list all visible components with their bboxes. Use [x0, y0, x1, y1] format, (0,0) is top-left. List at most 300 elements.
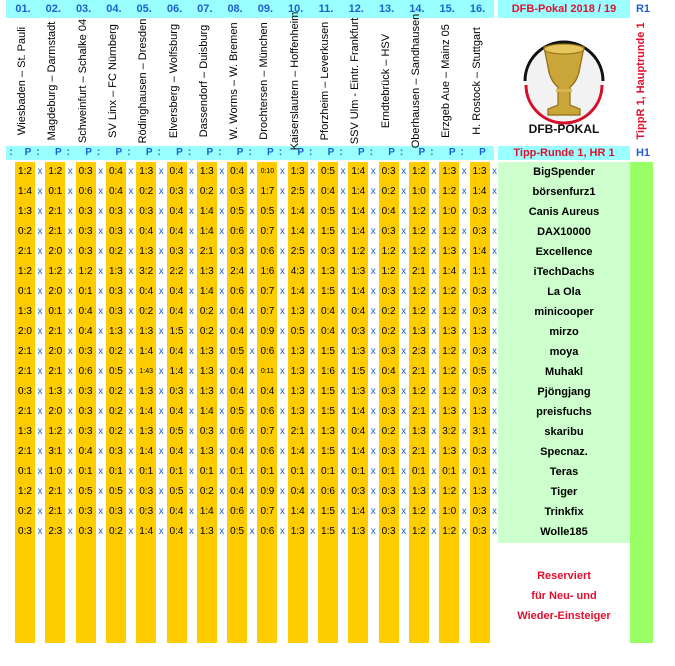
- x-mark: x: [370, 346, 376, 357]
- x-mark: x: [431, 346, 437, 357]
- match-column: [434, 19, 458, 143]
- separator-colon: :: [36, 147, 40, 158]
- x-mark: x: [431, 266, 437, 277]
- x-mark: x: [492, 186, 497, 197]
- tip-cell: 1:3: [290, 346, 305, 357]
- tip-cell: 1:3: [199, 346, 214, 357]
- tip-cell: 0:3: [381, 486, 396, 497]
- tip-cell: 0:5: [230, 526, 245, 537]
- tip-cell: 0:1: [199, 466, 214, 477]
- tip-cell: 0:3: [169, 186, 184, 197]
- tip-cell: 1:7: [260, 186, 275, 197]
- tip-cell: 2:0: [48, 246, 63, 257]
- tip-cell: 2:0: [48, 286, 63, 297]
- tip-cell: 1:3: [290, 166, 305, 177]
- match-column: [252, 19, 276, 143]
- x-mark: x: [249, 506, 255, 517]
- tip-cell: 1:4: [351, 166, 366, 177]
- x-mark: x: [370, 406, 376, 417]
- tip-cell: 1:3: [442, 166, 457, 177]
- x-mark: x: [340, 266, 346, 277]
- x-mark: x: [158, 406, 164, 417]
- match-column: [404, 13, 428, 149]
- x-mark: x: [128, 346, 134, 357]
- tip-cell: 0:4: [169, 306, 184, 317]
- x-mark: x: [461, 366, 467, 377]
- x-mark: x: [67, 526, 73, 537]
- tip-cell: 0:3: [78, 346, 93, 357]
- x-mark: x: [67, 226, 73, 237]
- match-name: SSV Ulm - Eintr. Frankfurt: [349, 17, 362, 145]
- tip-cell: 0:1: [18, 466, 32, 477]
- x-mark: x: [128, 326, 134, 337]
- x-mark: x: [189, 246, 194, 257]
- x-mark: x: [158, 226, 164, 237]
- tip-cell: 0:5: [169, 486, 184, 497]
- tip-cell: 1:3: [18, 306, 32, 317]
- round-vertical-label: TippR 1, Hauptrunde 1: [635, 22, 647, 140]
- x-mark: x: [492, 266, 497, 277]
- tip-cell: 0:4: [108, 166, 123, 177]
- tip-cell: 0:5: [290, 326, 305, 337]
- x-mark: x: [67, 326, 73, 337]
- x-mark: x: [249, 386, 255, 397]
- tip-cell: 0:2: [199, 306, 214, 317]
- tip-cell: 1:5: [321, 506, 335, 517]
- x-mark: x: [67, 266, 73, 277]
- tip-cell: 0:3: [230, 246, 245, 257]
- tip-cell: 0:5: [108, 486, 123, 497]
- x-mark: x: [67, 346, 73, 357]
- tip-cell: 0:2: [381, 426, 396, 437]
- tip-cell: 0:3: [472, 286, 487, 297]
- x-mark: x: [249, 526, 255, 537]
- tip-cell: 0:6: [230, 426, 245, 437]
- x-mark: x: [279, 186, 285, 197]
- separator-colon: :: [309, 147, 313, 158]
- x-mark: x: [37, 466, 43, 477]
- x-mark: x: [98, 526, 104, 537]
- x-mark: x: [401, 186, 407, 197]
- match-column: [131, 19, 155, 143]
- x-mark: x: [461, 186, 467, 197]
- x-mark: x: [401, 266, 407, 277]
- tip-cell: 0:7: [260, 426, 275, 437]
- x-mark: x: [340, 486, 346, 497]
- tip-cell: 1:6: [321, 366, 335, 377]
- player-name: Wolle185: [540, 526, 588, 538]
- tip-cell: 1:4: [351, 206, 366, 217]
- tip-cell: 0:3: [199, 426, 214, 437]
- tip-cell: 1:4: [199, 226, 214, 237]
- tip-cell: 0:3: [472, 346, 487, 357]
- x-mark: x: [189, 306, 194, 317]
- x-mark: x: [128, 266, 134, 277]
- x-mark: x: [158, 286, 164, 297]
- tip-cell: 0:5: [78, 486, 93, 497]
- separator-colon: :: [460, 147, 464, 158]
- tip-cell: 0:6: [260, 446, 275, 457]
- tip-cell: 1:3: [472, 166, 487, 177]
- tip-cell: 1:3: [290, 386, 305, 397]
- x-mark: x: [189, 466, 194, 477]
- x-mark: x: [370, 426, 376, 437]
- tip-cell: 1:4: [139, 406, 154, 417]
- x-mark: x: [158, 446, 164, 457]
- points-marker: P: [479, 147, 486, 158]
- tip-cell: 3:2: [139, 266, 154, 277]
- tip-cell: 1:2: [381, 266, 396, 277]
- x-mark: x: [219, 326, 225, 337]
- tip-cell: 0:4: [169, 446, 184, 457]
- match-number: 10.: [288, 3, 304, 15]
- tip-cell: 0:1: [78, 286, 93, 297]
- x-mark: x: [37, 426, 43, 437]
- tip-cell: 1:2: [18, 266, 32, 277]
- tip-cell: 1:2: [48, 426, 63, 437]
- x-mark: x: [189, 486, 194, 497]
- x-mark: x: [431, 426, 437, 437]
- x-mark: x: [189, 266, 194, 277]
- x-mark: x: [67, 246, 73, 257]
- match-column: [313, 19, 337, 143]
- x-mark: x: [310, 386, 316, 397]
- x-mark: x: [401, 246, 407, 257]
- player-name: Tiger: [550, 486, 578, 498]
- tip-cell: 0:3: [78, 506, 93, 517]
- points-marker: P: [145, 147, 153, 158]
- x-mark: x: [37, 346, 43, 357]
- x-mark: x: [340, 306, 346, 317]
- tip-cell: 1:2: [48, 266, 63, 277]
- match-name: Rödinghausen – Dresden: [137, 18, 150, 144]
- tip-cell: 0:3: [78, 226, 93, 237]
- x-mark: x: [219, 226, 225, 237]
- x-mark: x: [128, 366, 134, 377]
- x-mark: x: [310, 246, 316, 257]
- x-mark: x: [249, 166, 255, 177]
- x-mark: x: [370, 506, 376, 517]
- x-mark: x: [401, 366, 407, 377]
- tip-cell: 0:4: [321, 186, 335, 197]
- x-mark: x: [219, 486, 225, 497]
- x-mark: x: [431, 326, 437, 337]
- points-marker: P: [176, 147, 183, 158]
- tip-cell: 0:1: [351, 466, 366, 477]
- x-mark: x: [37, 166, 43, 177]
- tip-cell: 0:4: [381, 206, 396, 217]
- x-mark: x: [219, 446, 225, 457]
- tip-cell: 1:3: [290, 306, 305, 317]
- tip-cell: 0:3: [78, 426, 93, 437]
- tip-cell: 1:4: [290, 506, 305, 517]
- x-mark: x: [279, 466, 285, 477]
- tip-cell: 1:2: [442, 286, 457, 297]
- tip-cell: 1:3: [139, 246, 154, 257]
- tip-cell: 0:7: [260, 306, 275, 317]
- tip-cell: 0:4: [290, 486, 305, 497]
- match-name: H. Rostock – Stuttgart: [470, 27, 483, 135]
- player-name: La Ola: [547, 286, 581, 298]
- tip-cell: 0:6: [321, 486, 335, 497]
- tip-cell: 1:2: [411, 526, 426, 537]
- tip-cell: 0:6: [260, 346, 275, 357]
- tip-cell: 1:3: [199, 446, 214, 457]
- tipp-runde-label: Tipp-Runde 1, HR 1: [498, 146, 630, 160]
- tip-cell: 0:4: [230, 366, 245, 377]
- x-mark: x: [37, 386, 43, 397]
- trophy-logo-icon: [498, 19, 630, 143]
- x-mark: x: [189, 386, 194, 397]
- match-column: [343, 19, 367, 143]
- tip-cell: 1:0: [411, 186, 426, 197]
- tip-cell: 0:9: [260, 326, 275, 337]
- logo-text: DFB-POKAL: [528, 122, 600, 136]
- x-mark: x: [310, 526, 316, 537]
- x-mark: x: [492, 306, 497, 317]
- tip-cell: 0:7: [260, 226, 275, 237]
- x-mark: x: [37, 366, 43, 377]
- tip-cell: 1:0: [442, 506, 457, 517]
- tip-cell: 0:1: [411, 466, 426, 477]
- x-mark: x: [219, 426, 225, 437]
- tip-cell: 1:3: [48, 386, 63, 397]
- points-marker: P: [388, 147, 395, 158]
- x-mark: x: [37, 446, 43, 457]
- x-mark: x: [279, 326, 285, 337]
- separator-colon: :: [248, 147, 252, 158]
- x-mark: x: [492, 426, 497, 437]
- x-mark: x: [249, 186, 255, 197]
- x-mark: x: [279, 406, 285, 417]
- reserve-line-3: Wieder-Einsteiger: [517, 610, 611, 622]
- tip-cell: 2:1: [18, 246, 32, 257]
- x-mark: x: [189, 346, 194, 357]
- tip-cell: 1:3: [411, 326, 426, 337]
- tip-cell: 0:9: [260, 486, 275, 497]
- tip-cell: 0:3: [108, 506, 123, 517]
- x-mark: x: [128, 506, 134, 517]
- player-name: börsenfurz1: [532, 186, 596, 198]
- x-mark: x: [128, 186, 134, 197]
- tip-cell: 0:2: [199, 186, 214, 197]
- tip-cell: 0:3: [230, 186, 245, 197]
- x-mark: x: [189, 186, 194, 197]
- points-marker: P: [357, 147, 365, 158]
- tip-cell: 1:3: [139, 426, 154, 437]
- x-mark: x: [37, 286, 43, 297]
- x-mark: x: [158, 266, 164, 277]
- tip-cell: 0:3: [78, 406, 93, 417]
- x-mark: x: [461, 386, 467, 397]
- match-name: Schweinfurt – Schalke 04: [76, 18, 89, 144]
- tip-cell: 1:4: [169, 366, 184, 377]
- tip-cell: 0:3: [381, 346, 396, 357]
- tip-cell: 1:4: [199, 206, 214, 217]
- x-mark: x: [310, 286, 316, 297]
- x-mark: x: [370, 306, 376, 317]
- tip-cell: 1:3: [411, 426, 426, 437]
- x-mark: x: [310, 326, 316, 337]
- tip-cell: 1:4: [199, 406, 214, 417]
- x-mark: x: [431, 206, 437, 217]
- x-mark: x: [461, 346, 467, 357]
- player-name: BigSpender: [533, 166, 595, 178]
- x-mark: x: [128, 246, 134, 257]
- x-mark: x: [158, 346, 164, 357]
- x-mark: x: [310, 206, 316, 217]
- x-mark: x: [67, 306, 73, 317]
- x-mark: x: [492, 446, 497, 457]
- tip-cell: 1:4: [199, 506, 214, 517]
- tip-cell: 1:3: [199, 386, 214, 397]
- x-mark: x: [370, 486, 376, 497]
- x-mark: x: [340, 406, 346, 417]
- tip-cell: 2:1: [48, 206, 63, 217]
- x-mark: x: [370, 166, 376, 177]
- x-mark: x: [370, 206, 376, 217]
- tip-cell: 0:4: [78, 446, 93, 457]
- tip-cell: 0:5: [230, 406, 245, 417]
- tip-cell: 0:3: [351, 326, 366, 337]
- tip-cell: 1:2: [442, 366, 457, 377]
- x-mark: x: [340, 246, 346, 257]
- match-number: 03.: [75, 3, 92, 15]
- tip-cell: 1:4: [351, 186, 366, 197]
- player-name: mirzo: [549, 326, 579, 338]
- match-number: 08.: [227, 3, 243, 15]
- tip-cell: 1:3: [411, 486, 426, 497]
- tip-cell: 1:3: [18, 206, 32, 217]
- match-name: Dassendorf – Duisburg: [197, 24, 210, 138]
- match-name: Magdeburg – Darmstadt: [46, 21, 59, 141]
- x-mark: x: [128, 426, 134, 437]
- x-mark: x: [67, 506, 73, 517]
- reserve-line-1: Reserviert: [537, 570, 591, 582]
- player-name: Muhakl: [545, 366, 583, 378]
- x-mark: x: [189, 446, 194, 457]
- tip-cell: 0:5: [321, 166, 335, 177]
- x-mark: x: [370, 366, 376, 377]
- tip-cell: 1:3: [472, 406, 487, 417]
- x-mark: x: [461, 406, 467, 417]
- tip-cell: 1:2: [411, 386, 426, 397]
- tip-cell: 1:4: [442, 266, 457, 277]
- separator-colon: :: [430, 147, 434, 158]
- x-mark: x: [370, 226, 376, 237]
- match-number: 07.: [197, 3, 213, 15]
- x-mark: x: [310, 346, 316, 357]
- tip-cell: 2:5: [290, 186, 305, 197]
- match-name: Elversberg – Wolfsburg: [167, 23, 180, 139]
- tip-cell: 2:4: [230, 266, 245, 277]
- x-mark: x: [279, 306, 285, 317]
- tip-cell: 2:1: [18, 446, 32, 457]
- dfb-pokal-logo: [498, 19, 630, 143]
- tip-cell: 2:1: [199, 246, 214, 257]
- x-mark: x: [158, 246, 164, 257]
- match-column: [465, 19, 489, 143]
- match-column: [222, 19, 246, 143]
- tip-cell: 1:0: [442, 206, 457, 217]
- match-number: 16.: [469, 3, 486, 15]
- tip-cell: 0:2: [108, 526, 123, 537]
- x-mark: x: [219, 506, 225, 517]
- x-mark: x: [158, 166, 164, 177]
- player-name: Canis Aureus: [528, 206, 600, 218]
- tip-cell: 1:5: [321, 346, 335, 357]
- x-mark: x: [219, 386, 225, 397]
- x-mark: x: [98, 246, 104, 257]
- separator-colon: :: [9, 147, 13, 158]
- x-mark: x: [189, 506, 194, 517]
- x-mark: x: [189, 426, 194, 437]
- tip-cell: 0:6: [230, 226, 245, 237]
- tip-cell: 1:4: [290, 286, 305, 297]
- tip-cell: 0:3: [381, 526, 396, 537]
- tip-cell: 0:3: [78, 386, 93, 397]
- separator-colon: :: [127, 147, 131, 158]
- player-name: skaribu: [544, 426, 584, 438]
- x-mark: x: [189, 286, 194, 297]
- tip-cell: 1:2: [411, 206, 426, 217]
- tip-cell: 1:2: [411, 306, 426, 317]
- tip-cell: 1:4: [139, 446, 154, 457]
- x-mark: x: [431, 446, 437, 457]
- tip-cell: 0:4: [230, 306, 245, 317]
- tip-cell: 0:3: [472, 506, 487, 517]
- tip-cell: 0:3: [351, 486, 366, 497]
- x-mark: x: [128, 486, 134, 497]
- x-mark: x: [279, 206, 285, 217]
- separator-colon: :: [187, 147, 192, 158]
- x-mark: x: [37, 206, 43, 217]
- player-list: [498, 162, 630, 543]
- x-mark: x: [98, 306, 104, 317]
- x-mark: x: [67, 166, 73, 177]
- x-mark: x: [37, 226, 43, 237]
- tip-cell: 1:6: [260, 266, 275, 277]
- tip-cell: 2:3: [411, 346, 426, 357]
- x-mark: x: [310, 406, 316, 417]
- x-mark: x: [370, 286, 376, 297]
- tip-cell: 2:1: [48, 506, 63, 517]
- x-mark: x: [67, 486, 73, 497]
- tip-cell: 1:3: [351, 266, 366, 277]
- x-mark: x: [492, 166, 497, 177]
- tip-cell: 1:5: [351, 366, 366, 377]
- tip-cell: 0:3: [169, 246, 184, 257]
- tip-cell: 1:3: [442, 326, 457, 337]
- x-mark: x: [37, 246, 43, 257]
- x-mark: x: [158, 186, 164, 197]
- tip-cell: 1:3: [472, 326, 487, 337]
- x-mark: x: [189, 366, 194, 377]
- x-mark: x: [431, 226, 437, 237]
- x-mark: x: [37, 486, 43, 497]
- tip-cell: 1:43: [139, 368, 153, 375]
- x-mark: x: [401, 206, 407, 217]
- tip-cell: 1:2: [78, 266, 93, 277]
- x-mark: x: [249, 446, 255, 457]
- x-mark: x: [340, 206, 346, 217]
- x-mark: x: [98, 366, 104, 377]
- tip-cell: 0:2: [108, 386, 123, 397]
- x-mark: x: [340, 386, 346, 397]
- tip-cell: 2:1: [48, 366, 63, 377]
- separator-colon: :: [278, 147, 283, 158]
- x-mark: x: [128, 306, 134, 317]
